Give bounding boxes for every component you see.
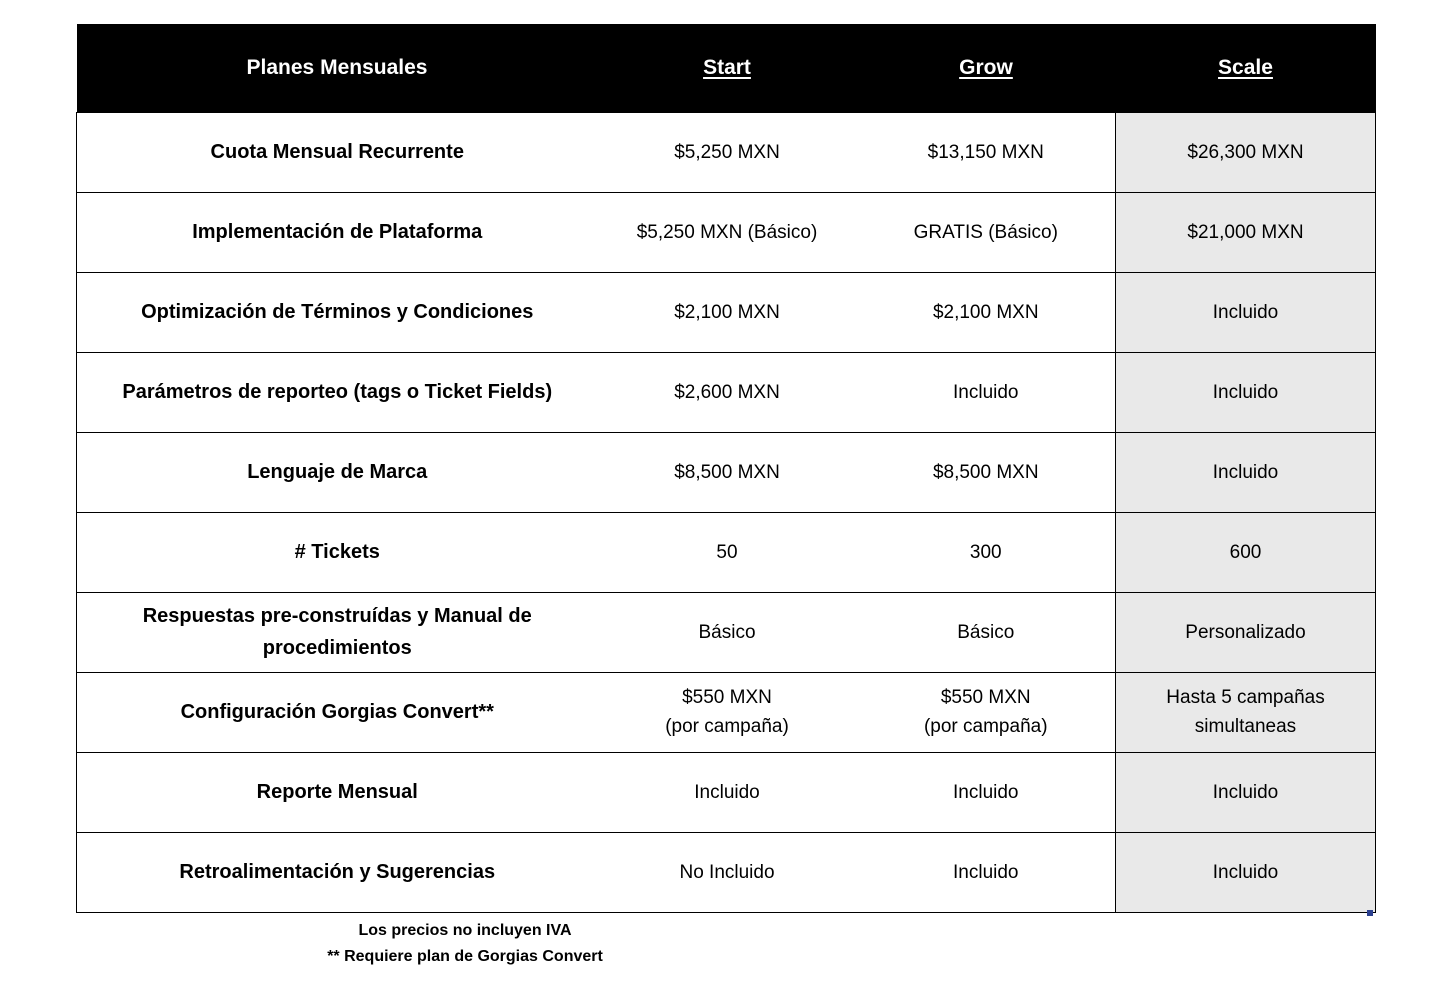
cell-feature — [77, 432, 598, 512]
cell-text: $8,500 MXN — [674, 461, 780, 483]
cell-text: simultaneas — [1194, 716, 1297, 737]
cell-grow — [857, 832, 1116, 912]
cell-start — [598, 272, 857, 352]
cell-scale — [1116, 592, 1376, 672]
cell-text: procedimientos — [262, 637, 412, 659]
header-row — [77, 24, 1376, 112]
cell-text: $26,300 MXN — [1187, 141, 1304, 163]
cell-text: Respuestas pre-construídas y Manual de — [142, 605, 532, 627]
cell-text: Implementación de Plataforma — [192, 221, 483, 243]
cell-text: (por campaña) — [923, 716, 1048, 737]
cell-text: $2,100 MXN — [932, 301, 1039, 323]
table-row — [77, 272, 1376, 352]
cell-start — [598, 192, 857, 272]
table-row — [77, 672, 1376, 752]
cell-scale — [1116, 752, 1376, 832]
table-row — [77, 752, 1376, 832]
cell-feature — [77, 752, 598, 832]
cell-text: (por campaña) — [665, 716, 789, 737]
cell-start — [598, 432, 857, 512]
cell-text: Lenguaje de Marca — [247, 461, 428, 483]
cell-feature — [77, 272, 598, 352]
cell-start — [598, 512, 857, 592]
cell-text: Incluido — [1212, 381, 1279, 403]
cell-text: Incluido — [694, 781, 760, 803]
cell-text: No Incluido — [679, 861, 775, 883]
cell-grow — [857, 112, 1116, 192]
footnotes — [300, 918, 630, 970]
cell-start — [598, 672, 857, 752]
cell-scale — [1116, 432, 1376, 512]
cell-feature — [77, 672, 598, 752]
cell-grow — [857, 672, 1116, 752]
cell-feature — [77, 832, 598, 912]
cell-scale — [1116, 112, 1376, 192]
table-body — [77, 112, 1376, 912]
cell-text: Parámetros de reporteo (tags o Ticket Fields) — [122, 381, 553, 403]
footnote-convert: ** Requiere plan de Gorgias Convert — [327, 948, 603, 965]
cell-text: Incluido — [1212, 301, 1279, 323]
cell-text: Personalizado — [1185, 621, 1306, 643]
cell-text: $550 MXN — [940, 687, 1031, 708]
table-row — [77, 192, 1376, 272]
cell-text: 50 — [716, 541, 738, 563]
cell-start — [598, 752, 857, 832]
cell-text: 300 — [969, 541, 1002, 563]
cell-text: Retroalimentación y Sugerencias — [179, 861, 496, 883]
cell-feature — [77, 512, 598, 592]
cell-scale — [1116, 192, 1376, 272]
cell-text: Incluido — [953, 861, 1019, 883]
cell-text: $21,000 MXN — [1187, 221, 1304, 243]
table-row — [77, 352, 1376, 432]
cell-text: Incluido — [953, 381, 1019, 403]
cell-grow — [857, 512, 1116, 592]
pricing-table — [76, 24, 1376, 913]
cell-text: Incluido — [953, 781, 1019, 803]
cell-text: Incluido — [1212, 461, 1279, 483]
cell-grow — [857, 352, 1116, 432]
footnote-iva: Los precios no incluyen IVA — [358, 922, 572, 939]
header-plans-title: Planes Mensuales — [77, 24, 598, 112]
cell-text: Básico — [698, 621, 756, 643]
cell-grow — [857, 752, 1116, 832]
cell-text: $13,150 MXN — [927, 141, 1044, 163]
cell-grow — [857, 272, 1116, 352]
cell-text: $5,250 MXN — [674, 141, 780, 163]
table-row — [77, 592, 1376, 672]
cell-start — [598, 112, 857, 192]
table-row — [77, 112, 1376, 192]
table-row — [77, 512, 1376, 592]
table-row — [77, 432, 1376, 512]
cell-text: 600 — [1229, 541, 1262, 563]
cell-text: Incluido — [1212, 781, 1279, 803]
cell-scale — [1116, 512, 1376, 592]
cell-feature — [77, 112, 598, 192]
cell-text: $8,500 MXN — [932, 461, 1039, 483]
cell-grow — [857, 432, 1116, 512]
table-header — [77, 24, 1376, 112]
cell-text: $550 MXN — [682, 687, 772, 708]
cell-scale — [1116, 272, 1376, 352]
header-plan-scale: Scale — [1116, 24, 1376, 112]
cell-grow — [857, 592, 1116, 672]
cell-text: Optimización de Términos y Condiciones — [141, 301, 534, 323]
cell-text: $2,100 MXN — [674, 301, 780, 323]
cell-text: Configuración Gorgias Convert** — [180, 701, 494, 723]
header-plan-start: Start — [598, 24, 857, 112]
cell-text: # Tickets — [294, 541, 380, 563]
selection-handle — [1367, 910, 1373, 916]
table-row — [77, 832, 1376, 912]
cell-scale — [1116, 352, 1376, 432]
cell-text: Incluido — [1212, 861, 1279, 883]
cell-feature — [77, 352, 598, 432]
cell-feature — [77, 592, 598, 672]
cell-text: GRATIS (Básico) — [913, 221, 1058, 243]
cell-scale — [1116, 832, 1376, 912]
cell-text: Reporte Mensual — [256, 781, 418, 803]
cell-text: Hasta 5 campañas — [1166, 687, 1325, 708]
cell-start — [598, 592, 857, 672]
cell-scale — [1116, 672, 1376, 752]
cell-text: Cuota Mensual Recurrente — [210, 141, 464, 163]
cell-grow — [857, 192, 1116, 272]
cell-start — [598, 352, 857, 432]
cell-text: $5,250 MXN (Básico) — [636, 221, 818, 243]
cell-feature — [77, 192, 598, 272]
cell-text: Básico — [957, 621, 1015, 643]
header-plan-grow: Grow — [857, 24, 1116, 112]
cell-start — [598, 832, 857, 912]
cell-text: $2,600 MXN — [674, 381, 780, 403]
